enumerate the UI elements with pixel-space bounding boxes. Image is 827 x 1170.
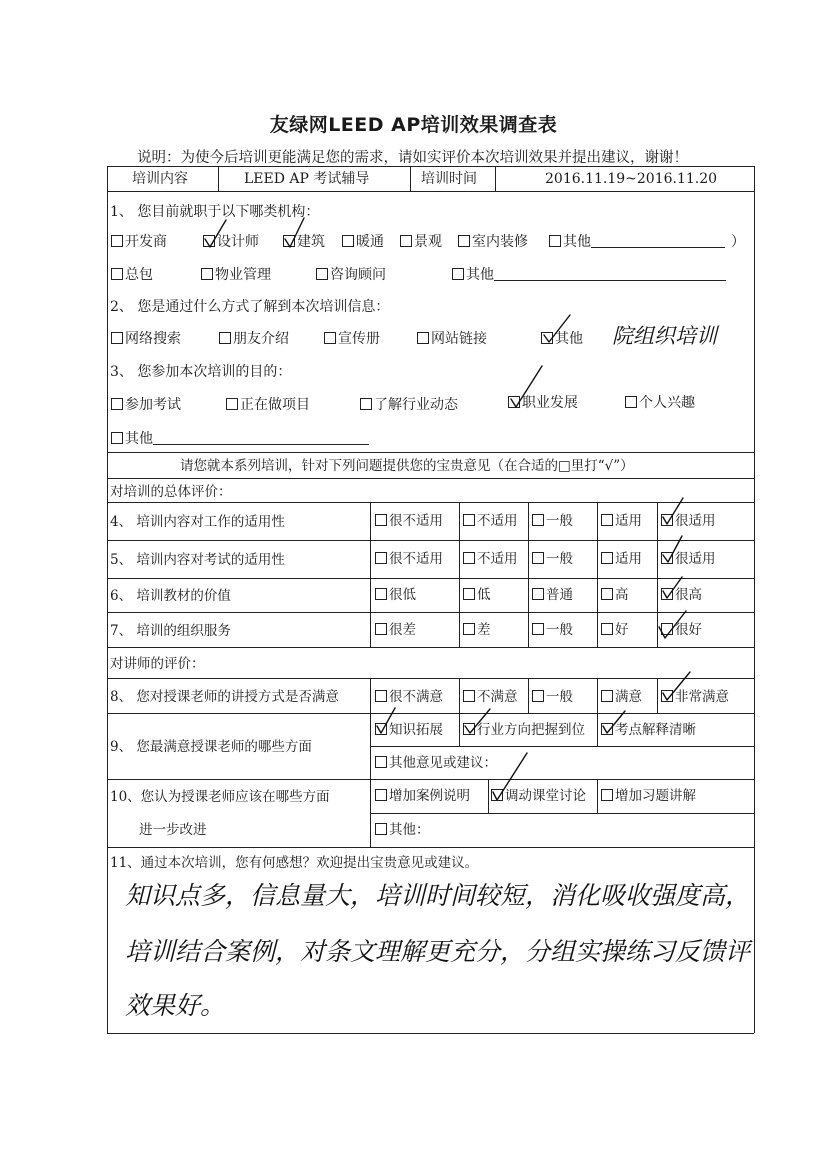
q7-opt-1[interactable]: 很差 [375, 621, 416, 639]
q1-opt-other2[interactable]: 其他 [452, 266, 726, 284]
checkbox-icon [463, 514, 475, 526]
checkbox-icon [219, 332, 231, 344]
q7-opt-5[interactable]: 很好 [661, 621, 702, 639]
q6-label: 6、 培训教材的价值 [110, 588, 231, 604]
q11-answer-line-2: 培训结合案例，对条文理解更充分，分组实操练习反馈评 [125, 937, 751, 966]
q2-opt-other[interactable]: 其他 [541, 330, 583, 348]
checkbox-icon [601, 723, 613, 735]
q7-opt-4[interactable]: 好 [601, 621, 629, 639]
q10-label-line1: 10、您认为授课老师应该在哪些方面 [110, 789, 330, 805]
checkbox-icon [375, 514, 387, 526]
checkbox-icon [111, 398, 123, 410]
checkbox-icon [375, 588, 387, 600]
checkbox-icon [601, 514, 613, 526]
q11-answer-line-1: 知识点多，信息量大，培训时间较短，消化吸收强度高， [125, 881, 751, 910]
checkbox-icon [417, 332, 429, 344]
q1-opt-designer[interactable]: 设计师 [203, 233, 259, 251]
q1-question: 1、 您目前就职于以下哪类机构： [110, 204, 320, 220]
q4-label: 4、 培训内容对工作的适用性 [110, 514, 285, 530]
checkbox-icon [375, 623, 387, 635]
q6-opt-2[interactable]: 低 [463, 586, 491, 604]
q2-opt-brochure[interactable]: 宣传册 [324, 330, 380, 348]
q4-opt-5[interactable]: 很适用 [661, 512, 716, 530]
q1-opt-hvac[interactable]: 暖通 [342, 233, 384, 251]
q1-opt-other[interactable]: 其他 [549, 233, 725, 251]
checkbox-icon [625, 396, 637, 408]
checkbox-icon [549, 235, 561, 247]
q3-opt-interest[interactable]: 个人兴趣 [625, 394, 695, 412]
checkbox-icon [375, 789, 387, 801]
q9-label: 9、 您最满意授课老师的哪些方面 [110, 739, 312, 755]
q6-opt-5[interactable]: 很高 [661, 586, 702, 604]
q3-opt-industry[interactable]: 了解行业动态 [360, 396, 458, 414]
q8-opt-1[interactable]: 很不满意 [375, 688, 443, 706]
q5-label: 5、 培训内容对考试的适用性 [110, 552, 285, 568]
checkbox-icon [111, 432, 123, 444]
checkbox-icon [661, 690, 673, 702]
q10-opt-other[interactable]: 其他： [375, 821, 430, 839]
q9-opt-1[interactable]: 知识拓展 [375, 721, 443, 739]
checkbox-icon [375, 690, 387, 702]
checkbox-icon [226, 398, 238, 410]
checkbox-icon [532, 514, 544, 526]
q1-opt-property[interactable]: 物业管理 [201, 266, 271, 284]
q9-opt-2[interactable]: 行业方向把握到位 [463, 721, 585, 739]
checkbox-icon [661, 514, 673, 526]
q1-opt-landscape[interactable]: 景观 [400, 233, 442, 251]
checkbox-icon [463, 690, 475, 702]
checkbox-icon [661, 623, 673, 635]
q1-opt-contractor[interactable]: 总包 [111, 266, 153, 284]
checkbox-icon [601, 552, 613, 564]
checkbox-icon [201, 268, 213, 280]
q9-opt-3[interactable]: 考点解释清晰 [601, 721, 696, 739]
checkbox-icon [203, 235, 215, 247]
q10-opt-3[interactable]: 增加习题讲解 [601, 787, 696, 805]
checkbox-icon [532, 588, 544, 600]
q2-opt-search[interactable]: 网络搜索 [111, 330, 181, 348]
checkbox-icon [111, 268, 123, 280]
checkbox-icon [360, 398, 372, 410]
checkbox-icon [463, 723, 475, 735]
checkbox-icon [601, 588, 613, 600]
section-overall: 对培训的总体评价： [110, 484, 232, 500]
q5-opt-5[interactable]: 很适用 [661, 550, 716, 568]
q5-opt-3[interactable]: 一般 [532, 550, 573, 568]
checkbox-icon [283, 235, 295, 247]
q7-label: 7、 培训的组织服务 [110, 623, 231, 639]
checkbox-icon [375, 823, 387, 835]
q8-opt-4[interactable]: 满意 [601, 688, 642, 706]
q3-opt-exam[interactable]: 参加考试 [111, 396, 181, 414]
q6-opt-4[interactable]: 高 [601, 586, 629, 604]
checkbox-icon [463, 623, 475, 635]
q3-opt-other[interactable]: 其他 [111, 430, 369, 448]
checkbox-icon [316, 268, 328, 280]
q8-opt-5[interactable]: 非常满意 [661, 688, 729, 706]
checkbox-icon [601, 690, 613, 702]
q5-opt-4[interactable]: 适用 [601, 550, 642, 568]
section-teacher: 对讲师的评价： [110, 656, 205, 672]
checkbox-icon [463, 588, 475, 600]
q11-answer-line-3: 效果好。 [125, 991, 226, 1020]
content-value: LEED AP 考试辅导 [244, 171, 370, 187]
q9-opt-other[interactable]: 其他意见或建议： [375, 754, 497, 772]
q1-opt-consulting[interactable]: 咨询顾问 [316, 266, 386, 284]
q10-label-line2: 进一步改进 [139, 822, 207, 838]
q1-close-paren: ） [731, 234, 745, 250]
q3-opt-project[interactable]: 正在做项目 [226, 396, 310, 414]
checkbox-icon [111, 235, 123, 247]
q2-opt-friend[interactable]: 朋友介绍 [219, 330, 289, 348]
q3-opt-career[interactable]: 职业发展 [508, 394, 578, 412]
q8-label: 8、 您对授课老师的讲授方式是否满意 [110, 689, 339, 705]
q4-opt-4[interactable]: 适用 [601, 512, 642, 530]
checkbox-icon [375, 552, 387, 564]
checkbox-icon [532, 623, 544, 635]
form-intro: 说明：为使今后培训更能满足您的需求，请如实评价本次培训效果并提出建议，谢谢！ [137, 150, 688, 166]
checkbox-icon [324, 332, 336, 344]
checkbox-icon [463, 552, 475, 564]
q3-question: 3、 您参加本次培训的目的： [110, 364, 292, 380]
q10-opt-1[interactable]: 增加案例说明 [375, 787, 470, 805]
q8-opt-2[interactable]: 不满意 [463, 688, 518, 706]
q11-question: 11、通过本次培训，您有何感想？欢迎提出宝贵意见或建议。 [110, 855, 479, 871]
q8-opt-3[interactable]: 一般 [532, 688, 573, 706]
checkbox-icon [601, 623, 613, 635]
q4-opt-2[interactable]: 不适用 [463, 512, 518, 530]
checkbox-icon [452, 268, 464, 280]
q6-opt-1[interactable]: 很低 [375, 586, 416, 604]
q2-handwritten-answer: 院组织培训 [612, 324, 717, 348]
checkbox-icon [375, 723, 387, 735]
checkbox-icon [111, 332, 123, 344]
q1-opt-architecture[interactable]: 建筑 [283, 233, 325, 251]
q1-opt-developer[interactable]: 开发商 [111, 233, 167, 251]
time-label: 培训时间 [421, 171, 477, 187]
checkbox-icon [601, 789, 613, 801]
q1-opt-interior[interactable]: 室内装修 [458, 233, 528, 251]
q10-opt-2[interactable]: 调动课堂讨论 [491, 787, 586, 805]
checkbox-icon [508, 396, 520, 408]
checkbox-icon [375, 756, 387, 768]
checkbox-icon [532, 552, 544, 564]
q5-opt-1[interactable]: 很不适用 [375, 550, 443, 568]
q4-opt-3[interactable]: 一般 [532, 512, 573, 530]
q6-opt-3[interactable]: 普通 [532, 586, 573, 604]
q7-opt-2[interactable]: 差 [463, 621, 491, 639]
time-value: 2016.11.19~2016.11.20 [545, 171, 718, 187]
content-label: 培训内容 [132, 171, 188, 187]
q4-opt-1[interactable]: 很不适用 [375, 512, 443, 530]
checkbox-icon [661, 588, 673, 600]
checkbox-icon [458, 235, 470, 247]
form-title: 友绿网LEED AP培训效果调查表 [269, 114, 558, 136]
rating-instruction: 请您就本系列培训，针对下列问题提供您的宝贵意见（在合适的□里打“√”） [180, 458, 634, 474]
checkbox-icon [491, 789, 503, 801]
checkbox-icon [661, 552, 673, 564]
checkbox-icon [532, 690, 544, 702]
q2-opt-link[interactable]: 网站链接 [417, 330, 487, 348]
q7-opt-3[interactable]: 一般 [532, 621, 573, 639]
q5-opt-2[interactable]: 不适用 [463, 550, 518, 568]
checkbox-icon [342, 235, 354, 247]
q2-question: 2、 您是通过什么方式了解到本次培训信息： [110, 299, 390, 315]
checkbox-icon [541, 332, 553, 344]
checkbox-icon [400, 235, 412, 247]
